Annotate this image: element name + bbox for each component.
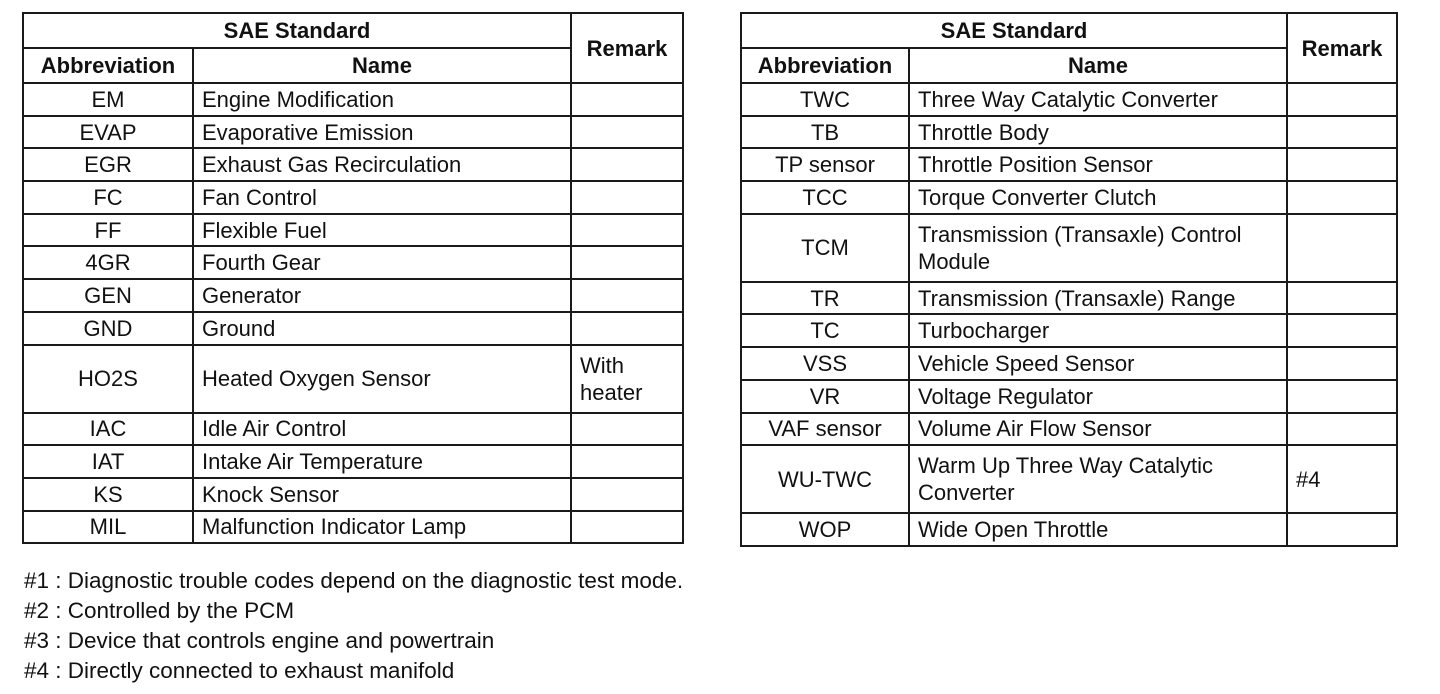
remark-cell bbox=[1287, 83, 1397, 116]
remark-cell bbox=[571, 511, 683, 544]
table-row bbox=[741, 214, 1397, 282]
remark-cell bbox=[571, 413, 683, 446]
abbreviation-cell: VSS bbox=[741, 347, 909, 380]
name-cell: Engine Modification bbox=[193, 83, 571, 116]
table-row bbox=[741, 83, 1397, 116]
remark-cell bbox=[1287, 116, 1397, 149]
name-cell: Turbocharger bbox=[909, 314, 1287, 347]
remark-cell bbox=[1287, 148, 1397, 181]
abbreviation-cell: WOP bbox=[741, 513, 909, 546]
name-cell: Malfunction Indicator Lamp bbox=[193, 511, 571, 544]
right-abbreviation-table bbox=[740, 12, 1398, 547]
abbreviation-cell: TB bbox=[741, 116, 909, 149]
name-cell: Throttle Position Sensor bbox=[909, 148, 1287, 181]
table-row bbox=[741, 282, 1397, 315]
abbreviation-cell: HO2S bbox=[23, 345, 193, 413]
table-row bbox=[23, 116, 683, 149]
remark-cell bbox=[1287, 347, 1397, 380]
sae-standard-header: SAE Standard bbox=[23, 13, 571, 48]
footnote: #1 : Diagnostic trouble codes depend on the diagnostic test mode. bbox=[24, 568, 684, 593]
name-cell: Fourth Gear bbox=[193, 246, 571, 279]
remark-cell bbox=[571, 478, 683, 511]
abbreviation-cell: TWC bbox=[741, 83, 909, 116]
table-row bbox=[741, 148, 1397, 181]
table-row bbox=[23, 511, 683, 544]
abbreviation-cell: IAC bbox=[23, 413, 193, 446]
abbreviation-cell: IAT bbox=[23, 445, 193, 478]
name-cell: Transmission (Transaxle) Range bbox=[909, 282, 1287, 315]
abbreviation-cell: VR bbox=[741, 380, 909, 413]
name-cell: Voltage Regulator bbox=[909, 380, 1287, 413]
remark-cell bbox=[571, 83, 683, 116]
remark-cell bbox=[1287, 282, 1397, 315]
table-row bbox=[741, 347, 1397, 380]
table-row bbox=[741, 181, 1397, 214]
name-cell: Ground bbox=[193, 312, 571, 345]
table-row bbox=[741, 445, 1397, 513]
abbreviation-cell: KS bbox=[23, 478, 193, 511]
footnote: #3 : Device that controls engine and powertrain bbox=[24, 628, 495, 653]
abbreviation-header: Abbreviation bbox=[23, 48, 193, 83]
abbreviation-cell: TC bbox=[741, 314, 909, 347]
remark-cell bbox=[1287, 380, 1397, 413]
footnote: #2 : Controlled by the PCM bbox=[24, 598, 295, 623]
table-row bbox=[741, 513, 1397, 546]
name-cell: Three Way Catalytic Converter bbox=[909, 83, 1287, 116]
name-cell: Evaporative Emission bbox=[193, 116, 571, 149]
abbreviation-cell: GND bbox=[23, 312, 193, 345]
abbreviation-cell: TR bbox=[741, 282, 909, 315]
abbreviation-cell: EM bbox=[23, 83, 193, 116]
name-cell: Warm Up Three Way Catalytic Converter bbox=[909, 445, 1287, 513]
name-header: Name bbox=[909, 48, 1287, 83]
name-cell: Wide Open Throttle bbox=[909, 513, 1287, 546]
name-cell: Volume Air Flow Sensor bbox=[909, 413, 1287, 446]
table-row bbox=[23, 312, 683, 345]
abbreviation-cell: TCM bbox=[741, 214, 909, 282]
footnotes bbox=[24, 566, 683, 686]
abbreviation-cell: EGR bbox=[23, 148, 193, 181]
sae-standard-header: SAE Standard bbox=[741, 13, 1287, 48]
table-row bbox=[741, 116, 1397, 149]
remark-cell bbox=[571, 214, 683, 247]
footnote: #4 : Directly connected to exhaust manifold bbox=[24, 658, 455, 683]
table-row bbox=[23, 478, 683, 511]
name-cell: Fan Control bbox=[193, 181, 571, 214]
abbreviation-cell: TCC bbox=[741, 181, 909, 214]
table-row bbox=[23, 214, 683, 247]
table-row bbox=[23, 246, 683, 279]
remark-cell bbox=[571, 279, 683, 312]
remark-cell bbox=[571, 312, 683, 345]
table-row bbox=[23, 345, 683, 413]
abbreviation-cell: WU-TWC bbox=[741, 445, 909, 513]
right-table-body bbox=[741, 83, 1397, 546]
name-cell: Flexible Fuel bbox=[193, 214, 571, 247]
table-row bbox=[23, 413, 683, 446]
name-cell: Intake Air Temperature bbox=[193, 445, 571, 478]
name-cell: Torque Converter Clutch bbox=[909, 181, 1287, 214]
abbreviation-cell: EVAP bbox=[23, 116, 193, 149]
abbreviation-cell: GEN bbox=[23, 279, 193, 312]
table-row bbox=[23, 445, 683, 478]
remark-cell bbox=[571, 246, 683, 279]
remark-cell: With heater bbox=[571, 345, 683, 413]
abbreviation-cell: VAF sensor bbox=[741, 413, 909, 446]
name-cell: Transmission (Transaxle) Control Module bbox=[909, 214, 1287, 282]
abbreviation-cell: MIL bbox=[23, 511, 193, 544]
left-table-body bbox=[23, 83, 683, 543]
table-row bbox=[741, 314, 1397, 347]
remark-cell bbox=[571, 116, 683, 149]
remark-cell bbox=[571, 445, 683, 478]
table-row bbox=[23, 181, 683, 214]
name-cell: Knock Sensor bbox=[193, 478, 571, 511]
abbreviation-cell: 4GR bbox=[23, 246, 193, 279]
table-row bbox=[23, 83, 683, 116]
abbreviation-header: Abbreviation bbox=[741, 48, 909, 83]
abbreviation-cell: FF bbox=[23, 214, 193, 247]
table-row bbox=[741, 380, 1397, 413]
remark-cell bbox=[1287, 314, 1397, 347]
left-abbreviation-table bbox=[22, 12, 684, 544]
table-row bbox=[23, 279, 683, 312]
name-cell: Vehicle Speed Sensor bbox=[909, 347, 1287, 380]
remark-header: Remark bbox=[571, 13, 683, 83]
name-cell: Idle Air Control bbox=[193, 413, 571, 446]
remark-cell bbox=[1287, 181, 1397, 214]
abbreviation-cell: FC bbox=[23, 181, 193, 214]
table-row bbox=[741, 413, 1397, 446]
remark-cell bbox=[1287, 413, 1397, 446]
name-cell: Exhaust Gas Recirculation bbox=[193, 148, 571, 181]
remark-cell: #4 bbox=[1287, 445, 1397, 513]
remark-cell bbox=[571, 181, 683, 214]
remark-cell bbox=[571, 148, 683, 181]
name-cell: Heated Oxygen Sensor bbox=[193, 345, 571, 413]
abbreviation-cell: TP sensor bbox=[741, 148, 909, 181]
name-cell: Generator bbox=[193, 279, 571, 312]
table-row bbox=[23, 148, 683, 181]
remark-cell bbox=[1287, 513, 1397, 546]
remark-header: Remark bbox=[1287, 13, 1397, 83]
name-header: Name bbox=[193, 48, 571, 83]
remark-cell bbox=[1287, 214, 1397, 282]
name-cell: Throttle Body bbox=[909, 116, 1287, 149]
